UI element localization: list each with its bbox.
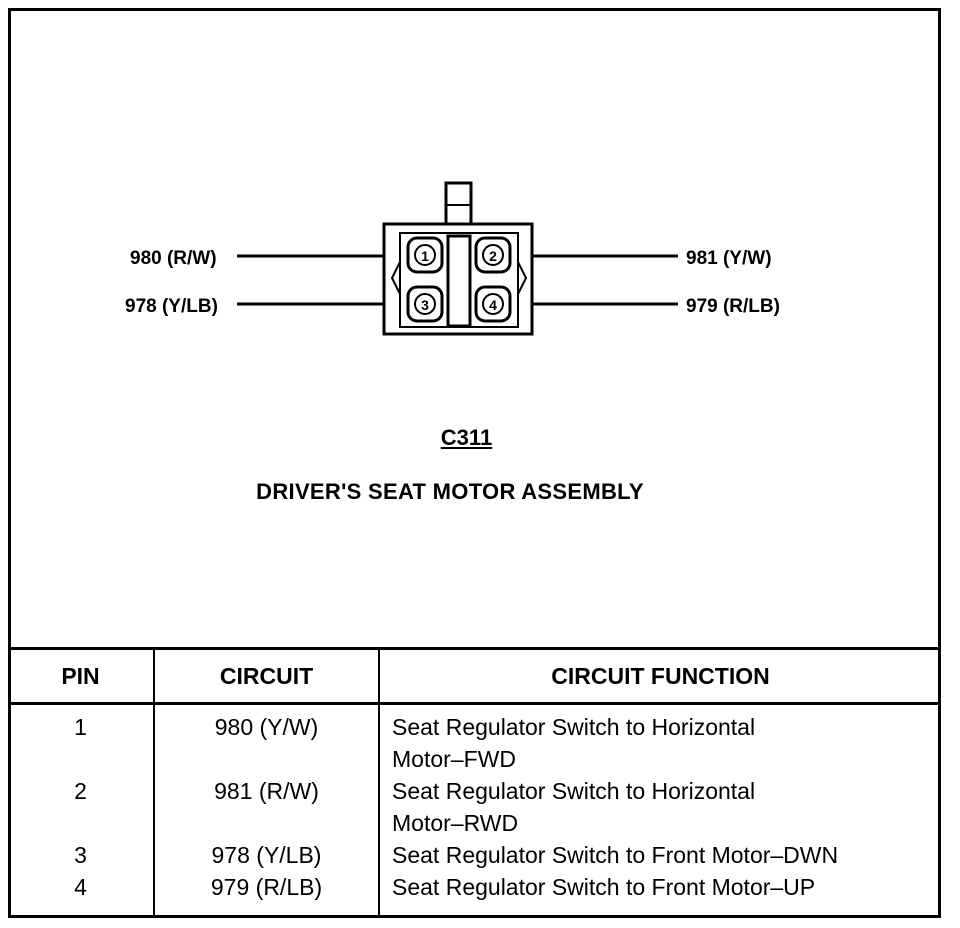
connector-id: C311 bbox=[440, 425, 493, 450]
connector-name: DRIVER'S SEAT MOTOR ASSEMBLY bbox=[256, 479, 644, 504]
function-line: Seat Regulator Switch to Front Motor–UP bbox=[392, 874, 816, 900]
pin-cell: 1 bbox=[8, 704, 154, 776]
pin-cell: 4 bbox=[8, 871, 154, 917]
circuit-cell: 978 (Y/LB) bbox=[154, 839, 379, 871]
function-line: Seat Regulator Switch to Horizontal bbox=[392, 714, 756, 740]
circuit-cell: 981 (R/W) bbox=[154, 775, 379, 839]
pin-number-4: 4 bbox=[489, 297, 497, 313]
table-row bbox=[8, 704, 941, 776]
circuit-cell: 979 (R/LB) bbox=[154, 871, 379, 917]
pin-table bbox=[8, 647, 941, 917]
circuit-cell: 980 (Y/W) bbox=[154, 704, 379, 776]
pin-number-1: 1 bbox=[421, 248, 429, 264]
pin-cell: 3 bbox=[8, 839, 154, 871]
function-cell bbox=[379, 704, 941, 776]
header-pin: PIN bbox=[8, 649, 154, 704]
wire-label-979: 979 (R/LB) bbox=[686, 296, 780, 317]
function-line: Seat Regulator Switch to Front Motor–DWN bbox=[392, 842, 839, 868]
function-cell bbox=[379, 871, 941, 917]
wire-label-978: 978 (Y/LB) bbox=[125, 296, 218, 317]
function-cell bbox=[379, 775, 941, 839]
function-line: Motor–RWD bbox=[392, 810, 519, 836]
wire-label-981: 981 (Y/W) bbox=[686, 248, 772, 269]
header-circuit: CIRCUIT bbox=[154, 649, 379, 704]
pin-number-3: 3 bbox=[421, 297, 429, 313]
table-row bbox=[8, 775, 941, 839]
function-cell bbox=[379, 839, 941, 871]
pin-number-2: 2 bbox=[489, 248, 497, 264]
connector-divider bbox=[448, 236, 470, 326]
function-line: Seat Regulator Switch to Horizontal bbox=[392, 778, 756, 804]
wire-label-980: 980 (R/W) bbox=[130, 248, 217, 269]
header-function: CIRCUIT FUNCTION bbox=[379, 649, 941, 704]
table-row bbox=[8, 839, 941, 871]
table-header-row bbox=[8, 649, 941, 704]
table-row bbox=[8, 871, 941, 917]
function-line: Motor–FWD bbox=[392, 746, 516, 772]
pin-cell: 2 bbox=[8, 775, 154, 839]
